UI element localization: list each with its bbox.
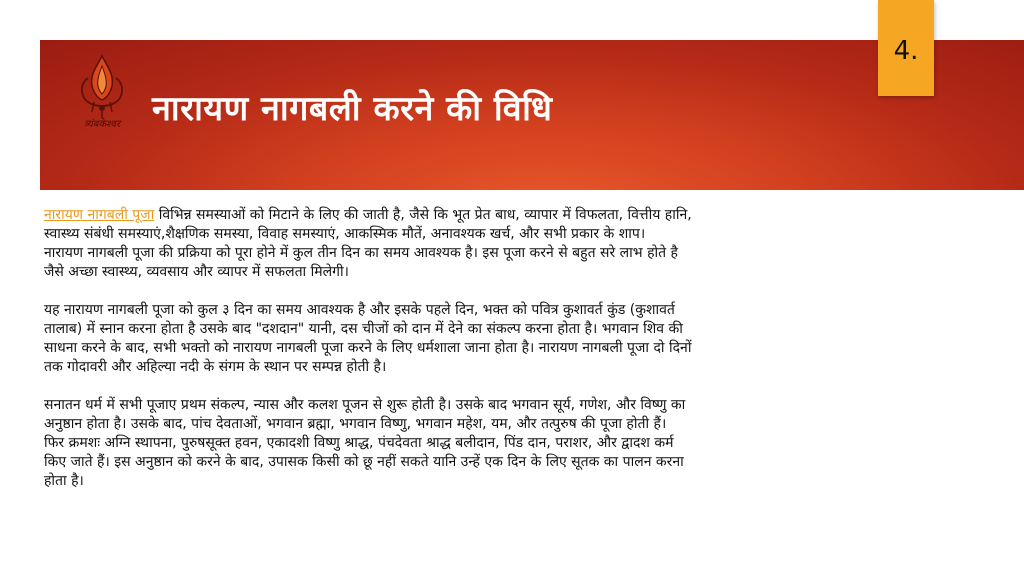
text-line: तक गोदावरी और अहिल्या नदी के संगम के स्थान पर सम्पन्न होती है। <box>44 359 387 375</box>
text-line: किए जाते हैं। इस अनुष्ठान को करने के बाद, उपासक किसी को छू नहीं सकते यानि उन्हें एक दिन के लिए सूतक का पालन करना <box>44 454 684 470</box>
text-line: नारायण नागबली पूजा की प्रक्रिया को पूरा होने में कुल तीन दिन का समय आवश्यक है। इस पूजा करने से बहुत सरे लाभ होते है <box>44 245 678 261</box>
paragraph-1 <box>44 206 962 282</box>
text-line: जैसे अच्छा स्वास्थ्य, व्यवसाय और व्यापर में सफलता मिलेगी। <box>44 264 349 280</box>
page-number: 4. <box>893 36 919 66</box>
text-line: फिर क्रमशः अग्नि स्थापना, पुरुषसूक्त हवन, एकादशी विष्णु श्राद्ध, पंचदेवता श्राद्ध बलीदान, पिंड दान, पराशर, और द्वादश कर्म <box>44 435 674 451</box>
slide-body <box>44 206 962 510</box>
text-segment: विभिन्न समस्याओं को मिटाने के लिए की जाती है, जैसे कि भूत प्रेत बाध, व्यापार में विफलता, वित्तीय हानि, <box>158 207 692 223</box>
temple-logo <box>68 52 136 142</box>
text-line: साधना करने के बाद, सभी भक्तो को नारायण नागबली पूजा करने के लिए धर्मशाला जाना होता है। नारायण नागबली पूजा दो दिनों <box>44 340 692 356</box>
page-number-tab <box>878 0 934 96</box>
text-line: होता है। <box>44 473 84 489</box>
paragraph-3 <box>44 396 962 491</box>
narayan-nagbali-puja-link[interactable]: नारायण नागबली पूजा <box>44 207 155 223</box>
paragraph-2 <box>44 301 962 377</box>
text-line: यह नारायण नागबली पूजा को कुल ३ दिन का समय आवश्यक है और इसके पहले दिन, भक्त को पवित्र कुशावर्त कुंड (कुशावर्त <box>44 302 675 318</box>
logo-text: त्र्यंबकेश्वर <box>83 119 121 130</box>
slide-title: नारायण नागबली करने की विधि <box>152 89 553 129</box>
text-line <box>44 206 962 225</box>
text-line: सनातन धर्म में सभी पूजाए प्रथम संकल्प, न्यास और कलश पूजन से शुरू होती है। उसके बाद भगवान सूर्य, गणेश, और विष्णु का <box>44 397 686 413</box>
text-line: तालाब) में स्नान करना होता है उसके बाद "दशदान" यानी, दस चीजों को दान में देने का संकल्प करना होता है। भगवान शिव की <box>44 321 683 337</box>
text-line: स्वास्थ्य संबंधी समस्याएं,शैक्षणिक समस्या, विवाह समस्याएं, आकस्मिक मौतें, अनावश्यक खर्च, और सभी प्रकार के शाप। <box>44 226 646 242</box>
text-line: अनुष्ठान होता है। उसके बाद, पांच देवताओं, भगवान ब्रह्मा, भगवान विष्णु, भगवान महेश, यम, और तत्पुरुष की पूजा होती हैं। <box>44 416 667 432</box>
